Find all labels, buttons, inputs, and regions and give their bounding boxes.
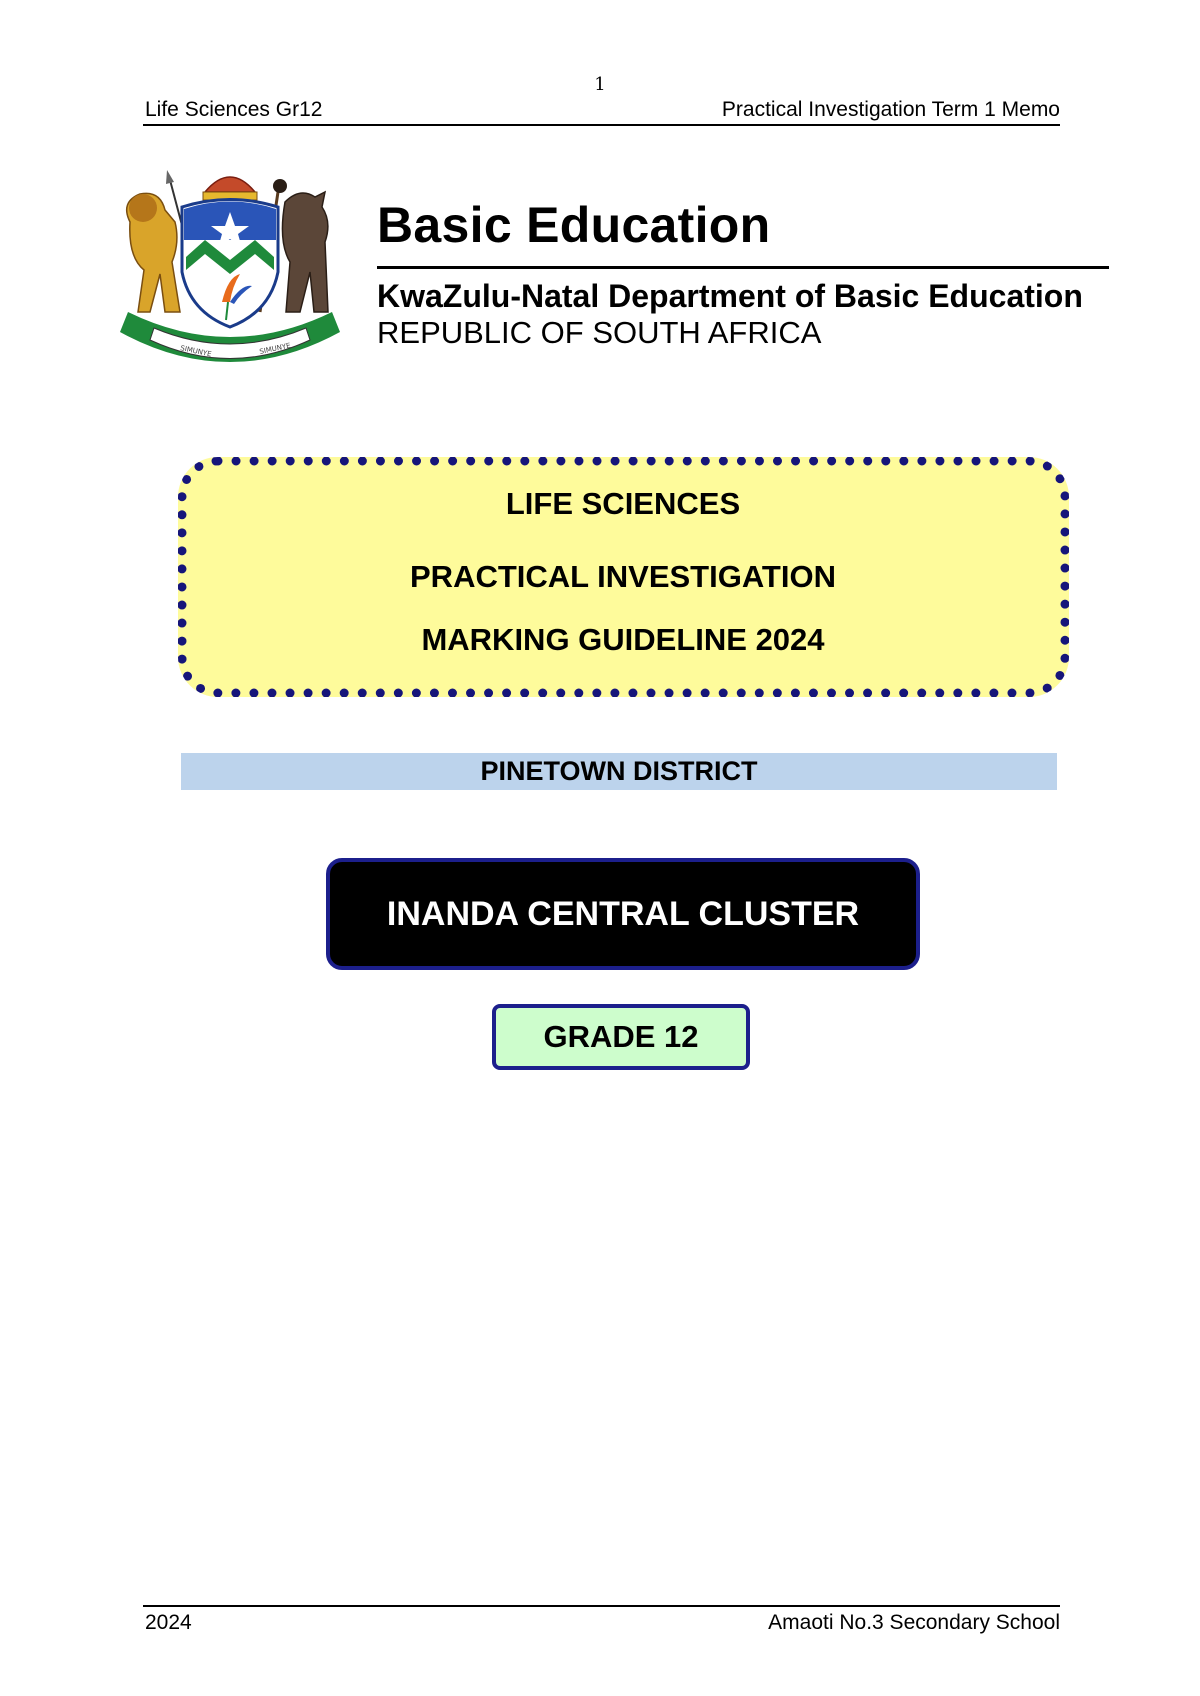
- crest-crown: [205, 177, 255, 192]
- footer-school: Amaoti No.3 Secondary School: [768, 1611, 1060, 1634]
- header-rule: [143, 124, 1060, 126]
- cluster-banner: INANDA CENTRAL CLUSTER: [326, 858, 920, 970]
- coat-of-arms-logo: [110, 162, 350, 377]
- guideline-title: MARKING GUIDELINE 2024: [421, 622, 825, 657]
- department-name: KwaZulu-Natal Department of Basic Education: [377, 278, 1083, 314]
- footer-year: 2024: [145, 1611, 192, 1634]
- department-rule: [377, 266, 1109, 269]
- crest-wildebeest: [282, 192, 328, 312]
- page-number: 1: [594, 74, 606, 95]
- department-country: REPUBLIC OF SOUTH AFRICA: [377, 315, 822, 350]
- header-subject: Life Sciences Gr12: [145, 98, 323, 121]
- grade-badge: GRADE 12: [492, 1004, 750, 1070]
- subject-title: LIFE SCIENCES: [505, 486, 741, 521]
- svg-text:SIMUNYE: SIMUNYE: [258, 341, 292, 356]
- department-title: Basic Education: [377, 197, 771, 253]
- district-banner: PINETOWN DISTRICT: [181, 753, 1057, 790]
- svg-text:SIMUNYE: SIMUNYE: [179, 344, 213, 359]
- footer-rule: [143, 1605, 1060, 1607]
- task-title: PRACTICAL INVESTIGATION: [410, 559, 836, 594]
- header-document: Practical Investigation Term 1 Memo: [721, 98, 1060, 121]
